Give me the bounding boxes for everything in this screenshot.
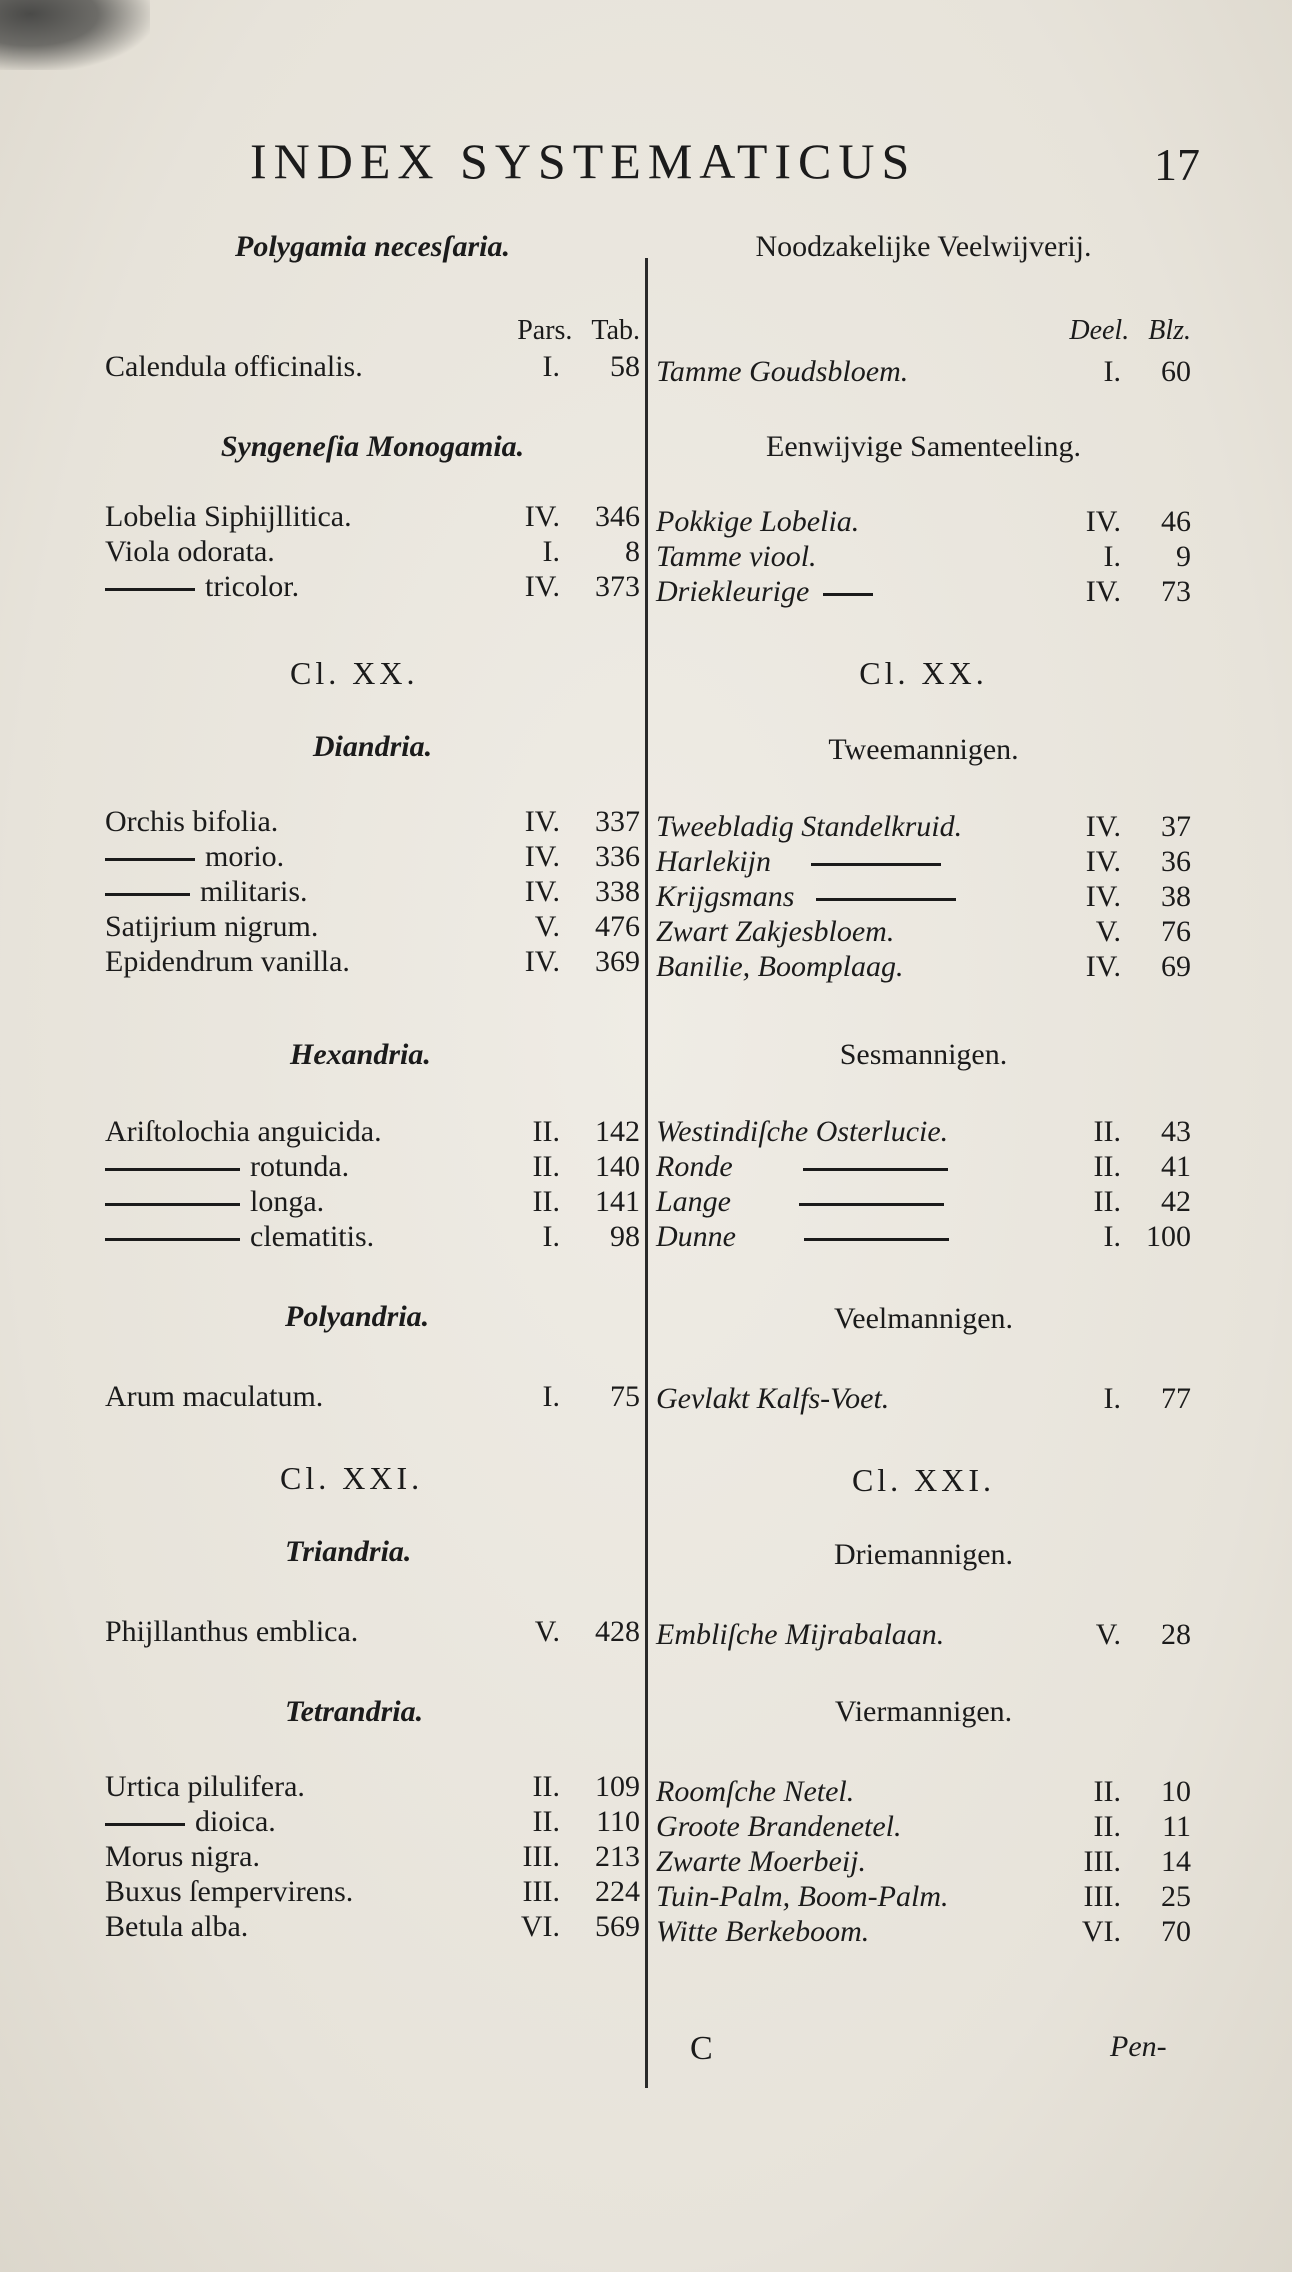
entry-name: Tweebladig Standelkruid. — [656, 810, 963, 843]
index-row — [656, 1810, 1191, 1850]
section-title: Syngeneſia Monogamia. — [220, 430, 525, 463]
entry-name: Lange — [656, 1185, 731, 1218]
index-row — [105, 1150, 640, 1190]
entry-page: 10 — [1161, 1775, 1191, 1808]
entry-part: IV. — [524, 945, 560, 978]
entry-name-group — [105, 570, 299, 604]
entry-part: I. — [1103, 355, 1121, 388]
corner-shadow — [0, 0, 150, 70]
ditto-dash — [804, 1238, 949, 1241]
entry-name-group — [656, 880, 966, 914]
entry-part: III. — [1083, 1845, 1121, 1878]
entry-name: Ronde — [656, 1150, 733, 1183]
entry-part: II. — [532, 1185, 560, 1218]
entry-part: V. — [534, 1615, 560, 1648]
index-row — [105, 1185, 640, 1225]
entry-name: Arum maculatum. — [105, 1380, 324, 1413]
entry-part: II. — [1093, 1775, 1121, 1808]
index-row — [105, 1380, 640, 1420]
index-row — [656, 1775, 1191, 1815]
entry-table: 213 — [595, 1840, 640, 1873]
entry-name-group — [105, 1805, 276, 1839]
section-title: Noodzakelijke Veelwijverij. — [755, 230, 1092, 263]
entry-name: Phijllanthus emblica. — [105, 1615, 359, 1648]
index-row — [105, 875, 640, 915]
entry-part: II. — [1093, 1150, 1121, 1183]
ditto-dash — [105, 588, 195, 591]
entry-part: IV. — [1085, 575, 1121, 608]
entry-name-group — [656, 1220, 959, 1254]
entry-table: 336 — [595, 840, 640, 873]
entry-part: I. — [1103, 1220, 1121, 1253]
entry-table: 338 — [595, 875, 640, 908]
entry-page: 69 — [1161, 950, 1191, 983]
index-row — [656, 1915, 1191, 1955]
entry-page: 9 — [1176, 540, 1191, 573]
section-title: Veelmannigen. — [833, 1302, 1014, 1335]
column-divider — [645, 258, 648, 2088]
section-title: Polyandria. — [285, 1300, 430, 1333]
index-row — [105, 1840, 640, 1880]
class-heading: Cl. XXI. — [851, 1462, 996, 1498]
entry-part: IV. — [1085, 810, 1121, 843]
entry-page: 42 — [1161, 1185, 1191, 1218]
entry-name: Orchis bifolia. — [105, 805, 279, 838]
entry-part: IV. — [1085, 505, 1121, 538]
entry-name: Embliſche Mijrabalaan. — [656, 1618, 945, 1651]
entry-name: Driekleurige — [656, 575, 810, 608]
entry-name: Viola odorata. — [105, 535, 275, 568]
entry-part: II. — [532, 1115, 560, 1148]
entry-name-group — [656, 845, 951, 879]
entry-page: 100 — [1146, 1220, 1191, 1253]
index-row — [656, 845, 1191, 885]
deel-heading: Deel. — [1069, 315, 1130, 346]
index-row — [105, 1220, 640, 1260]
index-row — [656, 1115, 1191, 1155]
entry-part: IV. — [524, 805, 560, 838]
page-header — [250, 132, 1200, 202]
index-row — [105, 945, 640, 985]
index-row — [105, 570, 640, 610]
entry-part: I. — [542, 1220, 560, 1253]
entry-name: Tamme Goudsbloem. — [656, 355, 909, 388]
entry-part: II. — [532, 1150, 560, 1183]
entry-name: Banilie, Boomplaag. — [656, 950, 904, 983]
entry-name: tricolor. — [205, 570, 300, 603]
ditto-dash — [105, 858, 195, 861]
signature-mark: C — [690, 2030, 713, 2067]
entry-name-group — [656, 575, 883, 609]
entry-part: I. — [542, 1380, 560, 1413]
index-row — [105, 1875, 640, 1915]
section-title: Eenwijvige Samenteeling. — [766, 430, 1081, 463]
index-row — [656, 1150, 1191, 1190]
ditto-dash — [816, 898, 956, 901]
entry-name: Zwarte Moerbeij. — [656, 1845, 866, 1878]
index-row — [656, 1618, 1191, 1658]
entry-table: 337 — [595, 805, 640, 838]
entry-part: VI. — [520, 1910, 560, 1943]
index-row — [656, 1845, 1191, 1885]
entry-page: 25 — [1161, 1880, 1191, 1913]
index-row — [105, 1770, 640, 1810]
entry-table: 373 — [595, 570, 640, 603]
entry-page: 60 — [1161, 355, 1191, 388]
entry-name: Westindiſche Osterlucie. — [656, 1115, 949, 1148]
entry-part: II. — [532, 1805, 560, 1838]
entry-name: Ariſtolochia anguicida. — [105, 1115, 382, 1148]
section-title: Tetrandria. — [285, 1695, 424, 1728]
entry-page: 37 — [1161, 810, 1191, 843]
entry-table: 75 — [610, 1380, 640, 1413]
entry-table: 142 — [595, 1115, 640, 1148]
section-title: Tweemannigen. — [828, 733, 1019, 766]
entry-part: V. — [1095, 915, 1121, 948]
blz-heading: Blz. — [1148, 315, 1191, 346]
entry-part: I. — [542, 535, 560, 568]
entry-name: longa. — [250, 1185, 325, 1218]
entry-page: 14 — [1161, 1845, 1191, 1878]
entry-page: 73 — [1161, 575, 1191, 608]
entry-part: V. — [1095, 1618, 1121, 1651]
entry-name-group — [105, 1185, 324, 1219]
entry-part: II. — [532, 1770, 560, 1803]
index-row — [105, 1805, 640, 1845]
entry-name: Groote Brandenetel. — [656, 1810, 902, 1843]
index-row — [656, 1880, 1191, 1920]
entry-table: 141 — [595, 1185, 640, 1218]
entry-name: Buxus ſempervirens. — [105, 1875, 354, 1908]
entry-name: Calendula officinalis. — [105, 350, 363, 383]
entry-part: III. — [522, 1840, 560, 1873]
ditto-dash — [105, 893, 190, 896]
entry-name-group — [656, 1150, 958, 1184]
section-title: Diandria. — [312, 730, 433, 763]
entry-table: 346 — [595, 500, 640, 533]
entry-part: IV. — [524, 500, 560, 533]
ditto-dash — [105, 1203, 240, 1206]
class-heading: Cl. XX. — [859, 655, 988, 691]
entry-part: VI. — [1081, 1915, 1121, 1948]
running-title: INDEX SYSTEMATICUS — [250, 133, 917, 189]
index-row — [105, 500, 640, 540]
entry-name: Lobelia Siphijllitica. — [105, 500, 352, 533]
entry-name: Krijgsmans — [656, 880, 795, 913]
entry-part: I. — [1103, 1382, 1121, 1415]
entry-name: Tuin-Palm, Boom-Palm. — [656, 1880, 949, 1913]
class-heading: Cl. XX. — [290, 655, 419, 691]
entry-table: 58 — [610, 350, 640, 383]
entry-page: 11 — [1162, 1810, 1191, 1843]
entry-name-group — [105, 875, 308, 909]
entry-name: Urtica pilulifera. — [105, 1770, 305, 1803]
entry-part: II. — [1093, 1115, 1121, 1148]
entry-page: 70 — [1161, 1915, 1191, 1948]
entry-name-group — [105, 840, 284, 874]
index-row — [105, 350, 640, 390]
entry-table: 8 — [625, 535, 640, 568]
entry-part: V. — [534, 910, 560, 943]
tab-heading: Tab. — [591, 315, 640, 346]
index-row — [656, 1185, 1191, 1225]
entry-table: 569 — [595, 1910, 640, 1943]
index-row — [656, 540, 1191, 580]
ditto-dash — [105, 1823, 185, 1826]
index-row — [105, 805, 640, 845]
ditto-dash — [823, 593, 873, 596]
entry-page: 38 — [1161, 880, 1191, 913]
entry-table: 428 — [595, 1615, 640, 1648]
entry-name: Roomſche Netel. — [656, 1775, 855, 1808]
ditto-dash — [811, 863, 941, 866]
entry-name: clematitis. — [250, 1220, 375, 1253]
index-row — [656, 505, 1191, 545]
entry-part: IV. — [1085, 880, 1121, 913]
entry-page: 43 — [1161, 1115, 1191, 1148]
column-headings — [1069, 315, 1191, 347]
entry-name: Tamme viool. — [656, 540, 817, 573]
section-title: Sesmannigen. — [839, 1038, 1008, 1071]
entry-page: 36 — [1161, 845, 1191, 878]
entry-name: Pokkige Lobelia. — [656, 505, 860, 538]
section-title: Polygamia necesſaria. — [235, 230, 510, 263]
ditto-dash — [105, 1238, 240, 1241]
index-row — [656, 355, 1191, 395]
entry-page: 46 — [1161, 505, 1191, 538]
index-row — [105, 1615, 640, 1655]
entry-name: militaris. — [200, 875, 308, 908]
entry-name: dioica. — [195, 1805, 276, 1838]
class-heading: Cl. XXI. — [280, 1460, 424, 1496]
entry-name: rotunda. — [250, 1150, 350, 1183]
entry-name: Epidendrum vanilla. — [105, 945, 350, 978]
entry-table: 110 — [596, 1805, 640, 1838]
entry-table: 224 — [595, 1875, 640, 1908]
index-row — [656, 880, 1191, 920]
entry-name: morio. — [205, 840, 285, 873]
index-row — [656, 575, 1191, 615]
index-row — [105, 535, 640, 575]
section-title: Triandria. — [285, 1535, 412, 1568]
index-row — [105, 1115, 640, 1155]
index-row — [105, 1910, 640, 1950]
index-row — [105, 840, 640, 880]
catchword: Pen- — [1110, 2030, 1167, 2063]
entry-name: Harlekijn — [656, 845, 771, 878]
entry-part: I. — [542, 350, 560, 383]
entry-part: II. — [1093, 1185, 1121, 1218]
entry-name: Satijrium nigrum. — [105, 910, 319, 943]
entry-part: IV. — [524, 840, 560, 873]
entry-name-group — [656, 1185, 954, 1219]
section-title: Driemannigen. — [833, 1538, 1014, 1571]
entry-part: IV. — [524, 570, 560, 603]
index-row — [656, 1220, 1191, 1260]
entry-name: Betula alba. — [105, 1910, 249, 1943]
entry-part: IV. — [1085, 950, 1121, 983]
entry-page: 28 — [1161, 1618, 1191, 1651]
entry-page: 41 — [1161, 1150, 1191, 1183]
entry-table: 98 — [610, 1220, 640, 1253]
entry-name: Dunne — [656, 1220, 736, 1253]
entry-name: Gevlakt Kalfs-Voet. — [656, 1382, 890, 1415]
entry-part: IV. — [524, 875, 560, 908]
entry-part: III. — [522, 1875, 560, 1908]
entry-name-group — [105, 1150, 349, 1184]
entry-table: 109 — [595, 1770, 640, 1803]
entry-table: 140 — [595, 1150, 640, 1183]
entry-part: I. — [1103, 540, 1121, 573]
index-row — [656, 950, 1191, 990]
entry-part: II. — [1093, 1810, 1121, 1843]
entry-name-group — [105, 1220, 374, 1254]
index-row — [105, 910, 640, 950]
ditto-dash — [799, 1203, 944, 1206]
page-number: 17 — [1154, 139, 1200, 190]
entry-table: 476 — [595, 910, 640, 943]
entry-part: IV. — [1085, 845, 1121, 878]
ditto-dash — [803, 1168, 948, 1171]
pars-heading: Pars. — [517, 315, 573, 346]
index-row — [656, 810, 1191, 850]
entry-page: 76 — [1161, 915, 1191, 948]
entry-page: 77 — [1161, 1382, 1191, 1415]
entry-name: Zwart Zakjesbloem. — [656, 915, 895, 948]
column-headings — [517, 315, 640, 347]
index-row — [656, 1382, 1191, 1422]
entry-table: 369 — [595, 945, 640, 978]
ditto-dash — [105, 1168, 240, 1171]
entry-part: III. — [1083, 1880, 1121, 1913]
section-title: Hexandria. — [290, 1038, 431, 1071]
entry-name: Morus nigra. — [105, 1840, 260, 1873]
section-title: Viermannigen. — [834, 1695, 1013, 1728]
entry-name: Witte Berkeboom. — [656, 1915, 870, 1948]
index-row — [656, 915, 1191, 955]
